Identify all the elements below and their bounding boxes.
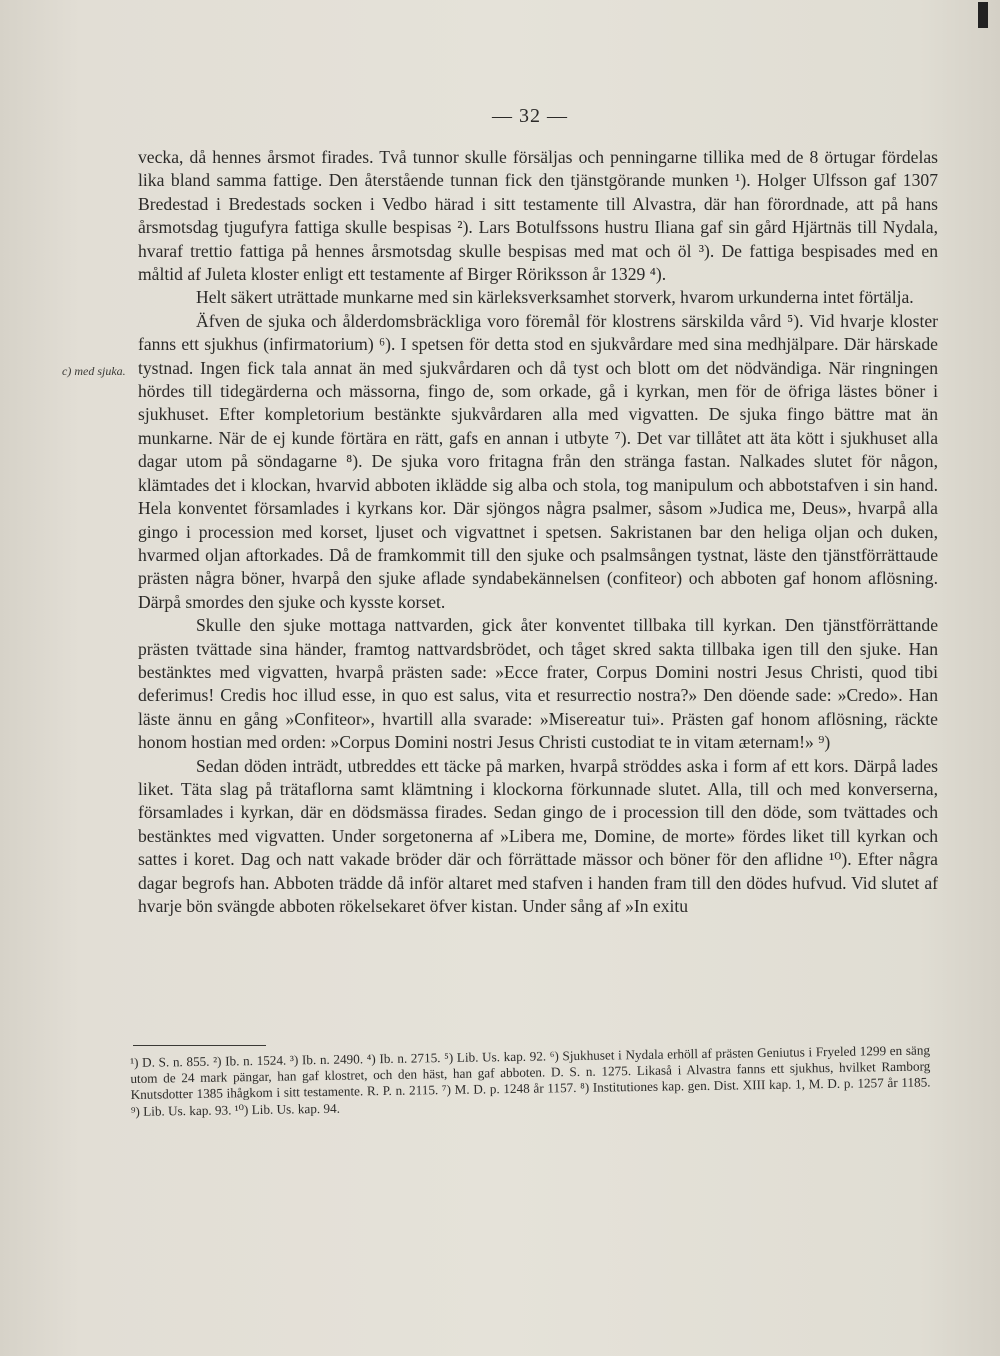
paragraph: Helt säkert uträttade munkarne med sin kärleksverksamhet storverk, hvarom urkunderna intet förtälja.: [196, 287, 914, 308]
paragraph: vecka, då hennes årsmot firades. Två tunnor skulle försäljas och penningarne tillika med de 8 örtugar fördelas lika bland samma fattige. Den återstående tunnan fick den tjänstgörande munken ¹). Holger Ulfsson gaf 1307 Bredestad i Bredestads socken i Vedbo härad i sitt testamente till Alvastra, där han förordnade, att på hans årsmotsdag tjugufyra fattiga skulle bespisas ²). Lars Botulfssons hustru Iliana gaf sin gård Hjärtnäs till Nydala, hvaraf trettio fattiga på hennes årsmotsdag skulle bespisas med mat och öl ³). De fattiga bespisades med en måltid af Juleta kloster enligt ett testamente af Birger Rörіksson år 1329 ⁴).: [138, 147, 938, 285]
paragraph: Äfven de sjuka och ålderdomsbräckliga voro föremål för klostrens särskilda vård ⁵). Vid hvarje kloster fanns ett sjukhus (infirmatorium) ⁶). I spetsen för detta stod en sjukvårdare med sina medhjälpare. Där härskade tystnad. Ingen fick tala annat än med sjukvårdaren och då tyst och blott om det nödvändiga. När ringningen hördes till tidegärderna och mässorna, fingo de, som orkade, gå i kyrkan, men för de öfriga lästes böner i sjukhuset. Efter kompletorium bestänkte sjukvårdaren alla med vigvatten. De sjuka fingo bättre mat än munkarne. När de ej kunde förtära en rätt, gafs en annan i utbyte ⁷). Det var tillåtet att äta kött i sjukhuset alla dagar utom på söndagarne ⁸). De sjuka voro fritagna från den stränga fastan. Nalkades slutet för någon, klämtades det i klockan, hvarvid abboten iklädde sig alba och stola, tog manipulum och abbotstafven i sin hand. Hela konventet församlades i kyrkans kor. Där sjöngos några psalmer, såsom »Judica me, Deus», hvarpå alla gingo i procession med korset, ljuset och vigvattnet i spetsen. Sakristanen bar den heliga oljan och duken, hvarmed oljan aftorkades. Då de framkommit till den sjuke och psalmsången tystnat, läste den tjänstförrättaude prästen några böner, hvarpå den sjuke aflade syndabekännelsen (confiteor) och abboten gaf honom aflösning. Därpå smordes den sjuke och kysste korset.: [138, 310, 938, 612]
footnote-divider: [133, 1045, 266, 1046]
body-text: [138, 146, 938, 918]
footnote-text: ¹) D. S. n. 855. ²) Ib. n. 1524. ³) Ib. n. 2490. ⁴) Ib. n. 2715. ⁵) Lib. Us. kap. 92. ⁶) Sjukhuset i Nydala erhöll af prästen Geniutus i Fryeled 1299 en säng utom de 24 mark pängar, han gaf klostret, och den häst, han gaf abboten. D. S. n. 1275. Likaså i Alvastra fanns ett sjukhus, hvilket Ramborg Knutsdotter 1385 ihågkom i sitt testamente. R. P. n. 2115. ⁷) M. D. p. 1248 år 1157. ⁸) Institutiones kap. gen. Dist. XIII kap. 1, M. D. p. 1257 år 1185. ⁹) Lib. Us. kap. 93. ¹⁰) Lib. Us. kap. 94.: [130, 1042, 931, 1119]
paragraph: Skulle den sjuke mottaga nattvarden, gick åter konventet tillbaka till kyrkan. Den tjänstförrättande prästen tvättade sina händer, framtog nattvardsbrödet, och tåget skred sakta tillbaka igen till den sjuke. Han bestänktes med vigvatten, hvarpå prästen sade: »Ecce frater, Corpus Domini nostri Jesus Christi, quod tibi deferimus! Credis hoc illud esse, in quo est salus, vita et resurrectio nostra?» Den döende sade: »Credo». Han läste ännu en gång »Confiteor», hvartill alla svarade: »Misereatur tui». Prästen gaf honom aflösning, räckte honom hostian med orden: »Corpus Domini nostri Jesus Christi custodiat te in vitam æternam!» ⁹): [138, 615, 938, 753]
margin-note: c) med sjuka.: [62, 364, 126, 378]
paragraph: Sedan döden inträdt, utbreddes ett täcke på marken, hvarpå ströddes aska i form af ett kors. Därpå lades liket. Täta slag på trätaflorna samt klämtning i klockorna förkunnade slutet. Alla, till och med konverserna, församlades i kyrkan, där en dödsmässa firades. Sedan gingo de i procession till den döde, som tvättades och bestänktes med vigvatten. Under sorgetonerna af »Libera me, Domine, de morte» fördes liket till kyrkan och sattes i koret. Dag och natt vakade bröder där och förrättade mässor och böner för den aflidne ¹⁰). Efter några dagar begrofs han. Abboten trädde då inför altaret med stafven i handen fram till den dödes hufvud. Vid slutet af hvarje bön svängde abboten rökelsekaret öfver kistan. Under sång af »In exitu: [138, 755, 938, 916]
page-number: — 32 —: [492, 105, 568, 127]
scan-corner-mark: [978, 2, 988, 28]
footnotes: [130, 1042, 931, 1119]
